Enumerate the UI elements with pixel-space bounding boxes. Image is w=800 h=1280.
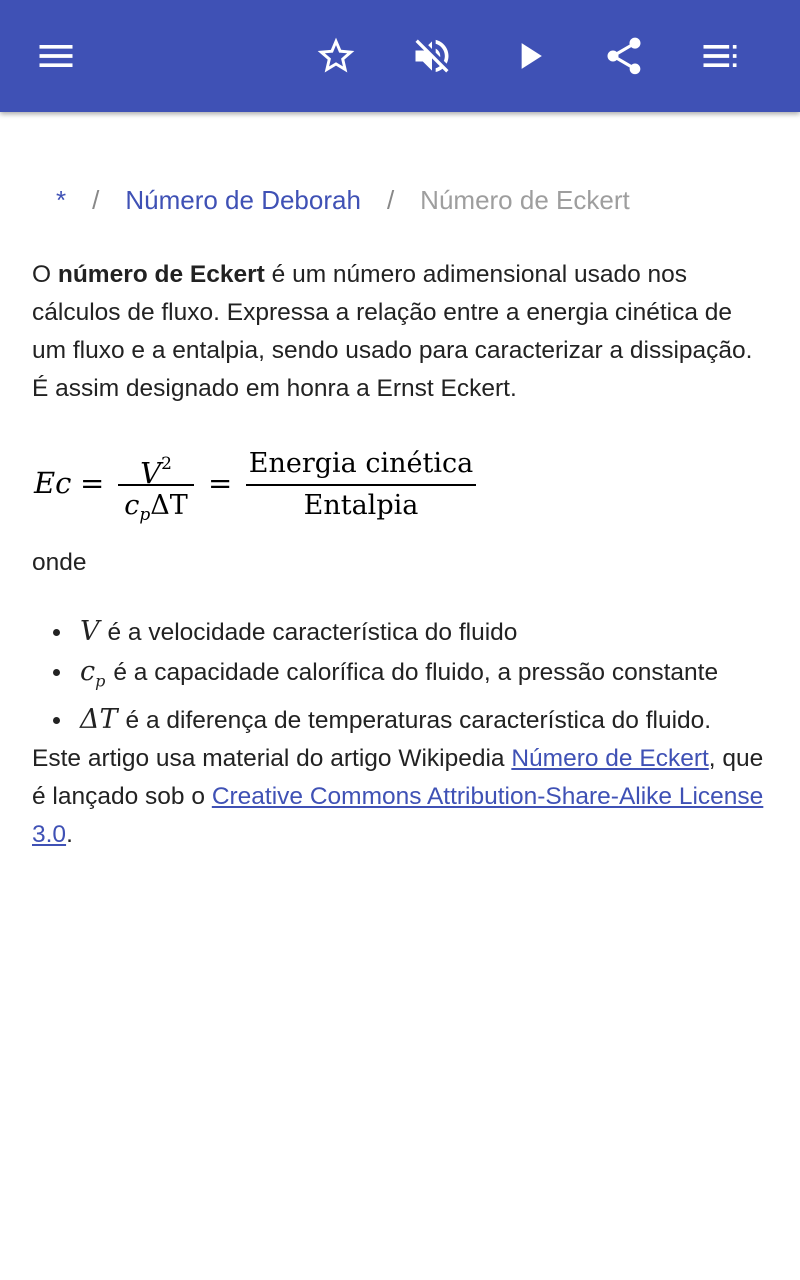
app-bar [0, 0, 800, 112]
star-outline-icon [314, 34, 358, 78]
variable-symbol: ΔT [80, 704, 118, 736]
variables-list [32, 612, 772, 740]
license-paragraph [32, 740, 772, 854]
variable-symbol-base: c [80, 656, 96, 687]
menu-icon [34, 34, 78, 78]
play-button[interactable] [497, 24, 561, 88]
fraction-numerator [116, 444, 196, 490]
bookmark-button[interactable] [304, 24, 368, 88]
formula-equals: = [80, 466, 105, 500]
breadcrumb-root-link[interactable]: * [56, 184, 67, 215]
eckert-formula [32, 444, 772, 544]
formula-equals: = [208, 466, 233, 500]
table-of-contents-button[interactable] [688, 24, 752, 88]
breadcrumb [56, 180, 630, 220]
variable-description: é a velocidade característica do fluido [107, 619, 518, 646]
variable-description: é a diferença de temperaturas característica do fluido. [125, 707, 712, 735]
exponent: 2 [161, 454, 172, 474]
list-item [32, 700, 772, 740]
license-prefix: Este artigo usa material do artigo Wikipedia [32, 745, 512, 773]
variable-symbol [80, 656, 106, 691]
formula-fraction-variables [116, 444, 196, 526]
fraction-numerator: Energia cinética [248, 448, 474, 479]
formula-fraction-words [246, 444, 476, 526]
share-button[interactable] [592, 24, 656, 88]
fraction-denominator [116, 486, 196, 526]
license-suffix: . [66, 821, 73, 849]
formula-lhs: Ec [34, 466, 72, 500]
breadcrumb-separator: / [92, 184, 100, 215]
intro-paragraph [32, 256, 772, 408]
license-middle: , que é lançado sob o [32, 745, 764, 811]
volume-off-icon [410, 34, 454, 78]
source-article-link[interactable]: Número de Eckert [511, 745, 709, 773]
list-item [32, 652, 772, 700]
heat-capacity-symbol: c [124, 490, 140, 521]
intro-prefix: O [32, 261, 58, 288]
onde-text: onde [32, 549, 87, 576]
play-icon [507, 34, 551, 78]
subscript: p [139, 505, 151, 525]
subscript: p [95, 671, 106, 691]
article-term: número de Eckert [57, 261, 265, 288]
breadcrumb-parent-link[interactable]: Número de Deborah [125, 184, 361, 215]
velocity-symbol: V [140, 456, 162, 490]
breadcrumb-separator: / [386, 184, 395, 215]
delta-t-symbol: ΔT [150, 490, 188, 521]
share-icon [602, 34, 646, 78]
breadcrumb-current: Número de Eckert [420, 184, 630, 215]
variable-symbol: V [80, 616, 100, 647]
list-icon [698, 34, 742, 78]
list-item [32, 612, 772, 652]
variable-description: é a capacidade calorífica do fluido, a pressão constante [113, 659, 719, 686]
fraction-denominator: Entalpia [303, 490, 419, 521]
intro-text: é um número adimensional usado nos cálculos de fluxo. Expressa a relação entre a energia cinética de um fluxo e a entalpia, sendo usado para caracterizar a dissipação. É assim designado em honra a Ernst Eckert. [32, 261, 753, 402]
license-link[interactable]: Creative Commons Attribution-Share-Alike License 3.0 [32, 783, 764, 849]
menu-button[interactable] [24, 24, 88, 88]
article-body [32, 256, 772, 854]
mute-button[interactable] [400, 24, 464, 88]
